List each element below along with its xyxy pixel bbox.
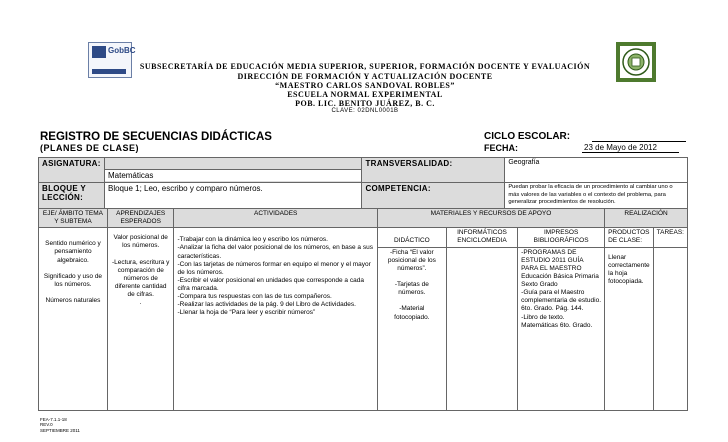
actividades-text: -Trabajar con la dinámica leo y escribo los números. -Analizar la ficha del valor posicional de los números, en base a sus características. -Con las tarjetas de números formar en equipo el menor y el mayor de los números. -Escribir el valor posicional en unidades que corresponde a cada cifra marcada. -Compara tus respuestas con las de tus compañeros. -Realizar las actividades de la pág. 9 del Libro de Actividades. -Llenar la hoja de “Para leer y escribir números” (177, 236, 373, 317)
transversalidad-label: TRANSVERSALIDAD: (362, 158, 505, 183)
header-line-1: SUBSECRETARÍA DE EDUCACIÓN MEDIA SUPERIOR, SUPERIOR, FORMACIÓN DOCENTE Y EVALUACIÓN (139, 62, 591, 71)
form-code (40, 417, 80, 433)
informaticos-cell (446, 247, 517, 410)
school-seal-icon (614, 40, 658, 84)
aprendizajes-text: Valor posicional de los números. -Lectura, escritura y comparación de números de diferente cantidad de cifras. . (111, 234, 170, 307)
bloque-value: Bloque 1; Leo, escribo y comparo números. (104, 183, 361, 209)
form-code-line-3: SEPTIEMBRE 2011 (40, 427, 80, 433)
competencia-value: Puedan probar la eficacia de un procedimiento al cambiar uno o más valores de las variables o el contexto del problema, para generalizar procedimientos de resolución. (505, 183, 688, 209)
fecha-label: FECHA: (484, 143, 518, 153)
logo-gobbc (88, 42, 136, 78)
subheader-informaticos: INFORMÁTICOS ENCICLOMEDIA (446, 228, 517, 247)
subheader-productos: PRODUCTOS DE CLASE: (605, 228, 654, 247)
sequence-table (38, 208, 688, 411)
tareas-cell (653, 247, 687, 410)
logo-bar (92, 69, 126, 74)
competencia-label: COMPETENCIA: (362, 183, 505, 209)
fecha-field[interactable]: 23 de Mayo de 2012 (582, 143, 679, 153)
aprendizajes-cell (107, 228, 174, 410)
bloque-label: BLOQUE Y LECCIÓN: (39, 183, 105, 209)
doc-title: REGISTRO DE SECUENCIAS DIDÁCTICAS (40, 131, 272, 143)
didactico-cell (377, 247, 446, 410)
impresos-text: -PROGRAMAS DE ESTUDIO 2011 GUÍA PARA EL MAESTRO Educación Básica Primaria Sexto Grado -Guía para el Maestro complementaria de estudio. 6to. Grado. Pág. 144. -Libro de texto. Matemáticas 6to. Grado. (521, 248, 602, 329)
productos-text: Llenar correctamente la hoja fotocopiada. (608, 253, 650, 285)
header-eje: EJE/ ÁMBITO TEMA Y SUBTEMA (39, 209, 108, 228)
header-clave: CLAVE: 02DNL0001B (331, 108, 399, 114)
header-realizacion: REALIZACIÓN (605, 209, 688, 228)
didactico-text: -Ficha “El valor posicional de los números”. -Tarjetas de números. -Material fotocopiado. (387, 248, 436, 321)
asignatura-value-text: Matemáticas (105, 169, 361, 181)
header-line-4: ESCUELA NORMAL EXPERIMENTAL (287, 90, 443, 99)
header-line-3: “MAESTRO CARLOS SANDOVAL ROBLES” (275, 81, 455, 90)
doc-subtitle: (PLANES DE CLASE) (40, 143, 140, 153)
subheader-tareas: TAREAS: (653, 228, 687, 247)
header-line-5: POB. LIC. BENITO JUÁREZ, B. C. (295, 99, 435, 108)
asignatura-value (104, 158, 361, 183)
header-actividades: ACTIVIDADES (174, 209, 377, 228)
asignatura-label: ASIGNATURA: (39, 158, 105, 183)
form-code-line-1: FEA-7.1.1-18 (40, 417, 67, 422)
header-aprendizajes: APRENDIZAJES ESPERADOS (107, 209, 174, 228)
eje-text: Sentido numérico y pensamiento algebraico. Significado y uso de los números. Números naturales (43, 240, 103, 305)
ciclo-field[interactable] (592, 141, 686, 142)
info-table (38, 157, 688, 209)
header-materiales: MATERIALES Y RECURSOS DE APOYO (377, 209, 604, 228)
productos-cell (605, 247, 654, 410)
actividades-cell (174, 228, 377, 410)
logo-mark-icon (92, 46, 106, 58)
eje-cell (39, 228, 108, 410)
ciclo-label: CICLO ESCOLAR: (484, 131, 571, 142)
transversalidad-value: Geografía (505, 158, 688, 183)
impresos-cell (518, 247, 605, 410)
subheader-impresos: IMPRESOS BIBLIOGRÁFICOS (518, 228, 605, 247)
subheader-didactico: DIDÁCTICO (377, 228, 446, 247)
header-line-2: DIRECCIÓN DE FORMACIÓN Y ACTUALIZACIÓN DOCENTE (237, 72, 493, 81)
logo-text: GobBC (108, 46, 136, 55)
form-code-line-2: REV.0 (40, 422, 53, 428)
